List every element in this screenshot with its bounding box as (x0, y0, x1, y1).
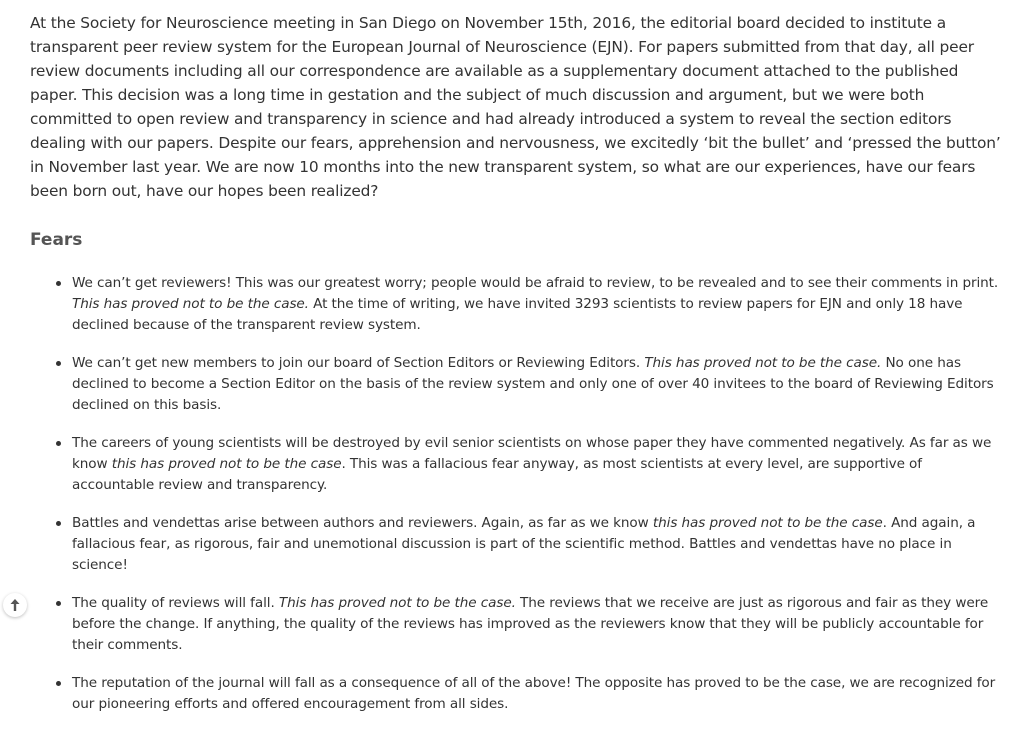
fear-item-4 (30, 513, 1005, 576)
fear-item-5 (30, 593, 1005, 656)
fear-text: The careers of young scientists will be destroyed by evil senior scientists on whose paper they have commented negatively. As far as we know (72, 435, 992, 472)
section-heading-fears: Fears (30, 230, 83, 250)
fear-text: Battles and vendettas arise between authors and reviewers. Again, as far as we know (72, 515, 653, 531)
fear-text-continued: . This was a fallacious fear anyway, as most scientists at every level, are supportive of accountable review and transparency. (72, 456, 922, 493)
bullet-icon (56, 601, 61, 606)
bullet-icon (56, 681, 61, 686)
fear-text: The reputation of the journal will fall as a consequence of all of the above! The opposite has proved to be the case, we are recognized for our pioneering efforts and offered encouragement from all sides. (72, 675, 996, 712)
bullet-icon (56, 521, 61, 526)
fear-text-continued: At the time of writing, we have invited 3293 scientists to review papers for EJN and only 18 have declined because of the transparent review system. (72, 296, 963, 333)
fear-emphasis: This has proved not to be the case. (278, 595, 516, 611)
fear-text: The quality of reviews will fall. (72, 595, 279, 611)
fear-item-3 (30, 433, 1005, 496)
fear-item-6 (30, 673, 1005, 715)
fear-item-1 (30, 273, 1005, 336)
arrow-up-icon (10, 599, 20, 611)
article-body (30, 11, 1005, 732)
bullet-icon (56, 441, 61, 446)
fear-emphasis: this has proved not to be the case (111, 456, 342, 472)
bullet-icon (56, 361, 61, 366)
fear-emphasis: This has proved not to be the case. (72, 296, 309, 312)
bullet-icon (56, 281, 61, 286)
fear-text-continued: The reviews that we receive are just as rigorous and fair as they were before the change. If anything, the quality of the reviews has improved as the reviewers know that they will be publicly accountable for their comments. (72, 595, 989, 653)
fear-text-continued: No one has declined to become a Section Editor on the basis of the review system and only one of over 40 invitees to the board of Reviewing Editors declined on this basis. (72, 355, 994, 413)
intro-paragraph: At the Society for Neuroscience meeting in San Diego on November 15th, 2016, the editorial board decided to institute a transparent peer review system for the European Journal of Neuroscience (EJN). For papers submitted from that day, all peer review documents including all our correspondence are available as a supplementary document attached to the published paper. This decision was a long time in gestation and the subject of much discussion and argument, but we were both committed to open review and transparency in science and had already introduced a system to reveal the section editors dealing with our papers. Despite our fears, apprehension and nervousness, we excitedly ‘bit the bullet’ and ‘pressed the button’ in November last year. We are now 10 months into the new transparent system, so what are our experiences, have our fears been born out, have our hopes been realized? (30, 14, 1001, 200)
fears-list (30, 273, 1005, 715)
fear-emphasis: this has proved not to be the case (652, 515, 883, 531)
fear-text-continued: . And again, a fallacious fear, as rigorous, fair and unemotional discussion is part of the scientific method. Battles and vendettas have no place in science! (72, 515, 976, 573)
fear-text: We can’t get reviewers! This was our greatest worry; people would be afraid to review, to be revealed and to see their comments in print. (72, 275, 999, 291)
fear-text: We can’t get new members to join our board of Section Editors or Reviewing Editors. (72, 355, 645, 371)
fear-emphasis: This has proved not to be the case. (644, 355, 882, 371)
scroll-to-top-button[interactable] (3, 593, 27, 617)
fear-item-2 (30, 353, 1005, 416)
